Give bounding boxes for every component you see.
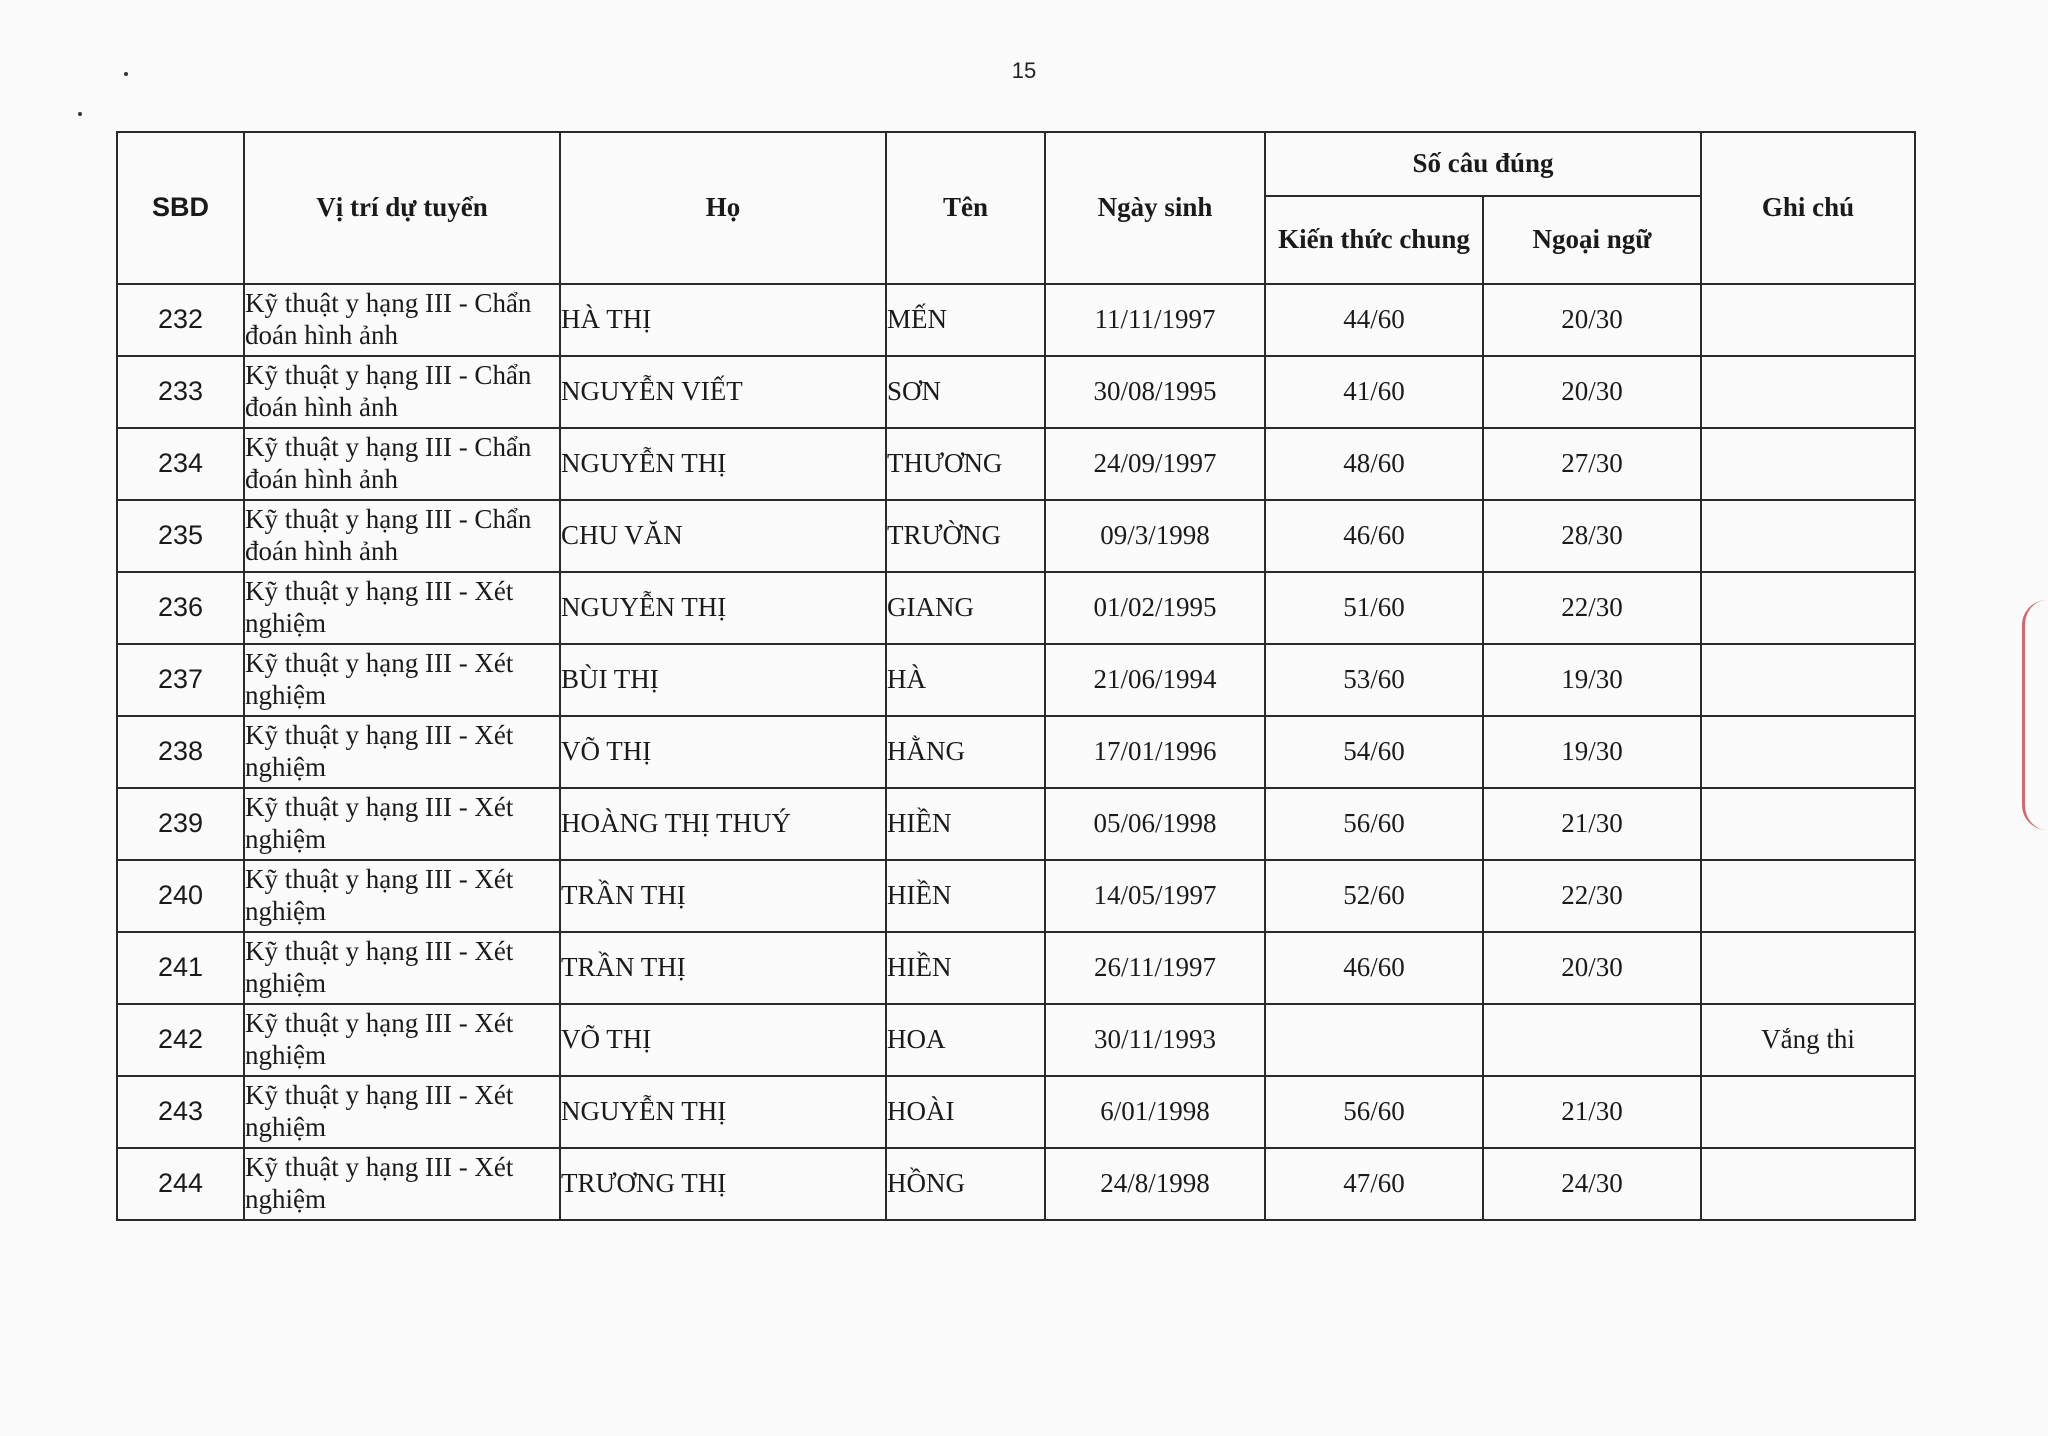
cell-last-name: VÕ THỊ — [560, 1004, 886, 1076]
cell-last-name: NGUYỄN THỊ — [560, 428, 886, 500]
cell-sbd: 242 — [117, 1004, 244, 1076]
cell-dob: 24/8/1998 — [1045, 1148, 1265, 1220]
cell-dob: 09/3/1998 — [1045, 500, 1265, 572]
cell-dob: 30/11/1993 — [1045, 1004, 1265, 1076]
cell-first-name: HIỀN — [886, 860, 1045, 932]
cell-note: Vắng thi — [1701, 1004, 1915, 1076]
cell-general-knowledge: 46/60 — [1265, 500, 1483, 572]
cell-last-name: NGUYỄN VIẾT — [560, 356, 886, 428]
header-dob: Ngày sinh — [1045, 132, 1265, 284]
cell-general-knowledge: 46/60 — [1265, 932, 1483, 1004]
cell-sbd: 236 — [117, 572, 244, 644]
table-row — [117, 1148, 1915, 1220]
cell-last-name: NGUYỄN THỊ — [560, 572, 886, 644]
cell-first-name: SƠN — [886, 356, 1045, 428]
cell-general-knowledge: 56/60 — [1265, 788, 1483, 860]
cell-first-name: HIỀN — [886, 932, 1045, 1004]
cell-sbd: 240 — [117, 860, 244, 932]
cell-dob: 21/06/1994 — [1045, 644, 1265, 716]
cell-last-name: TRƯƠNG THỊ — [560, 1148, 886, 1220]
cell-position: Kỹ thuật y hạng III - Xét nghiệm — [244, 1076, 560, 1148]
cell-general-knowledge — [1265, 1004, 1483, 1076]
cell-sbd: 241 — [117, 932, 244, 1004]
cell-first-name: HOÀI — [886, 1076, 1045, 1148]
cell-sbd: 239 — [117, 788, 244, 860]
table-row — [117, 428, 1915, 500]
table-row — [117, 1004, 1915, 1076]
cell-foreign-language: 27/30 — [1483, 428, 1701, 500]
cell-sbd: 235 — [117, 500, 244, 572]
table-row — [117, 284, 1915, 356]
cell-note — [1701, 284, 1915, 356]
table-row — [117, 644, 1915, 716]
results-body — [117, 284, 1915, 1220]
cell-dob: 6/01/1998 — [1045, 1076, 1265, 1148]
cell-dob: 24/09/1997 — [1045, 428, 1265, 500]
cell-note — [1701, 716, 1915, 788]
header-sbd: SBD — [117, 132, 244, 284]
cell-position: Kỹ thuật y hạng III - Xét nghiệm — [244, 716, 560, 788]
cell-sbd: 243 — [117, 1076, 244, 1148]
cell-general-knowledge: 53/60 — [1265, 644, 1483, 716]
cell-position: Kỹ thuật y hạng III - Chẩn đoán hình ảnh — [244, 284, 560, 356]
cell-sbd: 237 — [117, 644, 244, 716]
cell-dob: 26/11/1997 — [1045, 932, 1265, 1004]
cell-last-name: HÀ THỊ — [560, 284, 886, 356]
results-table — [116, 131, 1916, 1221]
header-last-name: Họ — [560, 132, 886, 284]
cell-last-name: NGUYỄN THỊ — [560, 1076, 886, 1148]
table-row — [117, 788, 1915, 860]
cell-position: Kỹ thuật y hạng III - Xét nghiệm — [244, 572, 560, 644]
header-first-name: Tên — [886, 132, 1045, 284]
cell-foreign-language: 19/30 — [1483, 716, 1701, 788]
cell-foreign-language: 21/30 — [1483, 1076, 1701, 1148]
cell-foreign-language: 20/30 — [1483, 932, 1701, 1004]
cell-position: Kỹ thuật y hạng III - Xét nghiệm — [244, 860, 560, 932]
cell-position: Kỹ thuật y hạng III - Chẩn đoán hình ảnh — [244, 428, 560, 500]
cell-last-name: HOÀNG THỊ THUÝ — [560, 788, 886, 860]
cell-general-knowledge: 44/60 — [1265, 284, 1483, 356]
cell-dob: 05/06/1998 — [1045, 788, 1265, 860]
header-position: Vị trí dự tuyển — [244, 132, 560, 284]
cell-foreign-language: 22/30 — [1483, 572, 1701, 644]
table-row — [117, 356, 1915, 428]
cell-foreign-language: 19/30 — [1483, 644, 1701, 716]
cell-position: Kỹ thuật y hạng III - Chẩn đoán hình ảnh — [244, 356, 560, 428]
cell-first-name: THƯƠNG — [886, 428, 1045, 500]
cell-sbd: 234 — [117, 428, 244, 500]
cell-note — [1701, 356, 1915, 428]
cell-dob: 14/05/1997 — [1045, 860, 1265, 932]
cell-position: Kỹ thuật y hạng III - Xét nghiệm — [244, 644, 560, 716]
cell-sbd: 244 — [117, 1148, 244, 1220]
cell-position: Kỹ thuật y hạng III - Chẩn đoán hình ảnh — [244, 500, 560, 572]
cell-dob: 30/08/1995 — [1045, 356, 1265, 428]
table-row — [117, 500, 1915, 572]
cell-general-knowledge: 51/60 — [1265, 572, 1483, 644]
cell-foreign-language: 24/30 — [1483, 1148, 1701, 1220]
table-row — [117, 1076, 1915, 1148]
cell-general-knowledge: 47/60 — [1265, 1148, 1483, 1220]
cell-dob: 17/01/1996 — [1045, 716, 1265, 788]
red-stamp-edge — [2022, 600, 2047, 830]
cell-general-knowledge: 48/60 — [1265, 428, 1483, 500]
cell-first-name: HỒNG — [886, 1148, 1045, 1220]
cell-foreign-language: 20/30 — [1483, 356, 1701, 428]
table-row — [117, 932, 1915, 1004]
cell-note — [1701, 500, 1915, 572]
cell-general-knowledge: 56/60 — [1265, 1076, 1483, 1148]
cell-sbd: 238 — [117, 716, 244, 788]
cell-first-name: HÀ — [886, 644, 1045, 716]
cell-first-name: HIỀN — [886, 788, 1045, 860]
cell-dob: 01/02/1995 — [1045, 572, 1265, 644]
cell-last-name: VÕ THỊ — [560, 716, 886, 788]
cell-note — [1701, 644, 1915, 716]
cell-position: Kỹ thuật y hạng III - Xét nghiệm — [244, 1148, 560, 1220]
cell-last-name: CHU VĂN — [560, 500, 886, 572]
cell-first-name: GIANG — [886, 572, 1045, 644]
header-note: Ghi chú — [1701, 132, 1915, 284]
cell-last-name: TRẦN THỊ — [560, 932, 886, 1004]
page-number: 15 — [1011, 58, 1037, 83]
cell-first-name: TRƯỜNG — [886, 500, 1045, 572]
cell-position: Kỹ thuật y hạng III - Xét nghiệm — [244, 1004, 560, 1076]
cell-note — [1701, 1148, 1915, 1220]
cell-first-name: MẾN — [886, 284, 1045, 356]
cell-position: Kỹ thuật y hạng III - Xét nghiệm — [244, 788, 560, 860]
header-foreign-language: Ngoại ngữ — [1483, 196, 1701, 284]
cell-foreign-language: 20/30 — [1483, 284, 1701, 356]
cell-general-knowledge: 54/60 — [1265, 716, 1483, 788]
cell-last-name: BÙI THỊ — [560, 644, 886, 716]
scan-speck — [78, 112, 82, 116]
cell-sbd: 233 — [117, 356, 244, 428]
cell-note — [1701, 572, 1915, 644]
cell-note — [1701, 788, 1915, 860]
cell-foreign-language: 28/30 — [1483, 500, 1701, 572]
cell-general-knowledge: 41/60 — [1265, 356, 1483, 428]
cell-last-name: TRẦN THỊ — [560, 860, 886, 932]
cell-foreign-language — [1483, 1004, 1701, 1076]
cell-note — [1701, 1076, 1915, 1148]
cell-note — [1701, 860, 1915, 932]
cell-first-name: HOA — [886, 1004, 1045, 1076]
cell-first-name: HẰNG — [886, 716, 1045, 788]
cell-dob: 11/11/1997 — [1045, 284, 1265, 356]
header-correct-answers: Số câu đúng — [1265, 132, 1701, 196]
cell-foreign-language: 22/30 — [1483, 860, 1701, 932]
cell-foreign-language: 21/30 — [1483, 788, 1701, 860]
table-row — [117, 572, 1915, 644]
table-row — [117, 860, 1915, 932]
cell-position: Kỹ thuật y hạng III - Xét nghiệm — [244, 932, 560, 1004]
table-row — [117, 716, 1915, 788]
cell-sbd: 232 — [117, 284, 244, 356]
cell-general-knowledge: 52/60 — [1265, 860, 1483, 932]
scan-speck — [124, 72, 128, 76]
cell-note — [1701, 428, 1915, 500]
header-general-knowledge: Kiến thức chung — [1265, 196, 1483, 284]
cell-note — [1701, 932, 1915, 1004]
